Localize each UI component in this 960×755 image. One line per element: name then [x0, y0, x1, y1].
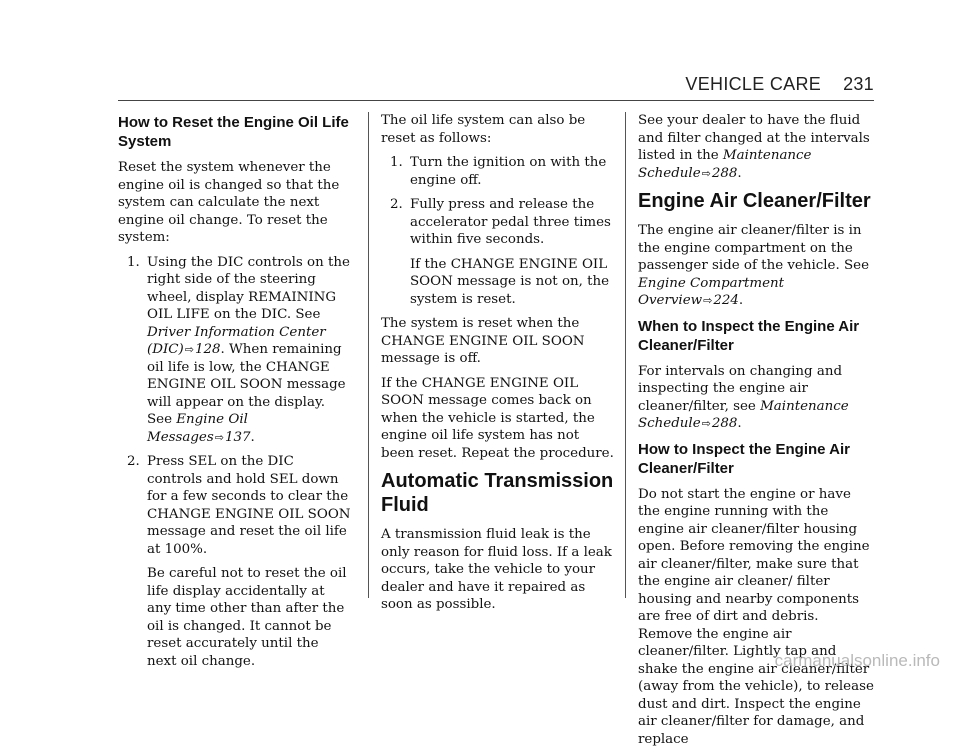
list-item	[381, 154, 615, 189]
text: Using the DIC controls on the right side of the steering wheel, display REMAINING OIL LIFE on the DIC. See	[147, 254, 350, 322]
running-head	[685, 74, 874, 95]
text: .	[250, 429, 255, 445]
steps-list	[118, 254, 352, 671]
heading-transmission-fluid: Automatic Transmission Fluid	[381, 470, 614, 516]
step-text	[147, 254, 352, 447]
paragraph	[638, 222, 876, 310]
section-title: VEHICLE CARE	[685, 74, 822, 94]
column-2	[381, 112, 615, 621]
page-ref-icon: ⇨	[701, 166, 711, 180]
paragraph: Reset the system whenever the engine oil is changed so that the system can calculate the next engine oil change. To reset the system:	[118, 160, 340, 245]
step-number: 1.	[127, 254, 140, 270]
header-rule	[118, 100, 874, 101]
link-engine-oil-messages[interactable]: Engine Oil Messages	[147, 412, 248, 445]
step-text: Press SEL on the DIC controls and hold SEL down for a few seconds to clear the CHANGE ENGINE OIL SOON message and reset the oil life at 100%.	[147, 454, 351, 557]
paragraph: If the CHANGE ENGINE OIL SOON message comes back on when the vehicle is started, the engine oil life system has not been reset. Repeat the procedure.	[381, 375, 614, 461]
column-divider	[625, 112, 626, 598]
column-divider	[368, 112, 369, 598]
page-ref-icon: ⇨	[701, 417, 711, 430]
step-number: 2.	[390, 197, 403, 212]
page-ref[interactable]: 288	[711, 416, 738, 431]
step-note: If the CHANGE ENGINE OIL SOON message is not on, the system is reset.	[410, 256, 610, 307]
page-number: 231	[843, 74, 874, 94]
column-1	[118, 112, 352, 677]
text: .	[737, 416, 742, 431]
page-ref[interactable]: 128	[194, 342, 221, 357]
text: The engine air cleaner/filter is in the engine compartment on the passenger side of the vehicle. See	[638, 223, 870, 273]
list-item	[118, 453, 352, 670]
text: .	[738, 293, 744, 308]
list-item	[118, 254, 352, 447]
watermark: carmanualsonline.info	[774, 651, 940, 670]
link-maintenance-schedule[interactable]: Maintenance Schedule	[638, 148, 812, 181]
page-ref-icon: ⇨	[184, 343, 194, 356]
page-ref[interactable]: 224	[713, 293, 739, 308]
paragraph: The system is reset when the CHANGE ENGINE OIL SOON message is off.	[381, 316, 585, 366]
paragraph	[638, 363, 876, 433]
link-dic[interactable]: Driver Information Center (DIC)	[147, 324, 326, 357]
heading-reset-oil-life: How to Reset the Engine Oil Life System	[118, 114, 349, 150]
text: For intervals on changing and inspecting the engine air cleaner/filter, see	[638, 363, 843, 414]
paragraph: The oil life system can also be reset as follows:	[381, 113, 586, 146]
paragraph: Do not start the engine or have the engine running with the engine air cleaner/filter housing open. Before removing the engine air cleaner/filter, make sure that the engine air cleaner/ filter housing and nearby components are free of dirt and debris. Remove the engine air cleaner/filter. Lightly tap and shake the engine air cleaner/filter (away from the vehicle), to release dust and dirt. Inspect the engine air cleaner/filter for damage, and replace	[638, 486, 874, 747]
heading-how-to-inspect: How to Inspect the Engine Air Cleaner/Filter	[638, 440, 850, 477]
link-maintenance-schedule[interactable]: Maintenance Schedule	[638, 398, 849, 431]
text: . When remaining oil life is low, the CHANGE ENGINE OIL SOON message will appear on the display. See	[147, 342, 346, 427]
step-note: Be careful not to reset the oil life display accidentally at any time other than after the oil is changed. It cannot be reset accurately until the next oil change.	[147, 566, 347, 669]
heading-when-to-inspect: When to Inspect the Engine Air Cleaner/Filter	[638, 317, 860, 354]
steps-list	[381, 154, 615, 308]
heading-air-cleaner: Engine Air Cleaner/Filter	[638, 190, 871, 212]
paragraph: A transmission fluid leak is the only reason for fluid loss. If a leak occurs, take the vehicle to your dealer and have it repaired as soon as possible.	[381, 527, 612, 612]
text: See your dealer to have the fluid and filter changed at the intervals listed in the	[638, 113, 870, 163]
link-engine-compartment[interactable]: Engine Compartment Overview	[638, 275, 785, 308]
page-ref-icon: ⇨	[703, 294, 713, 307]
step-number: 1.	[390, 155, 403, 170]
page-ref[interactable]: 137	[224, 429, 251, 445]
step-number: 2.	[127, 454, 140, 469]
page-ref-icon: ⇨	[214, 430, 224, 444]
page-ref[interactable]: 288	[711, 165, 738, 181]
paragraph	[638, 112, 876, 182]
text: .	[737, 165, 742, 181]
step-text: Turn the ignition on with the engine off.	[410, 155, 607, 188]
step-text: Fully press and release the accelerator pedal three times within five seconds.	[410, 197, 611, 247]
list-item	[381, 196, 615, 308]
